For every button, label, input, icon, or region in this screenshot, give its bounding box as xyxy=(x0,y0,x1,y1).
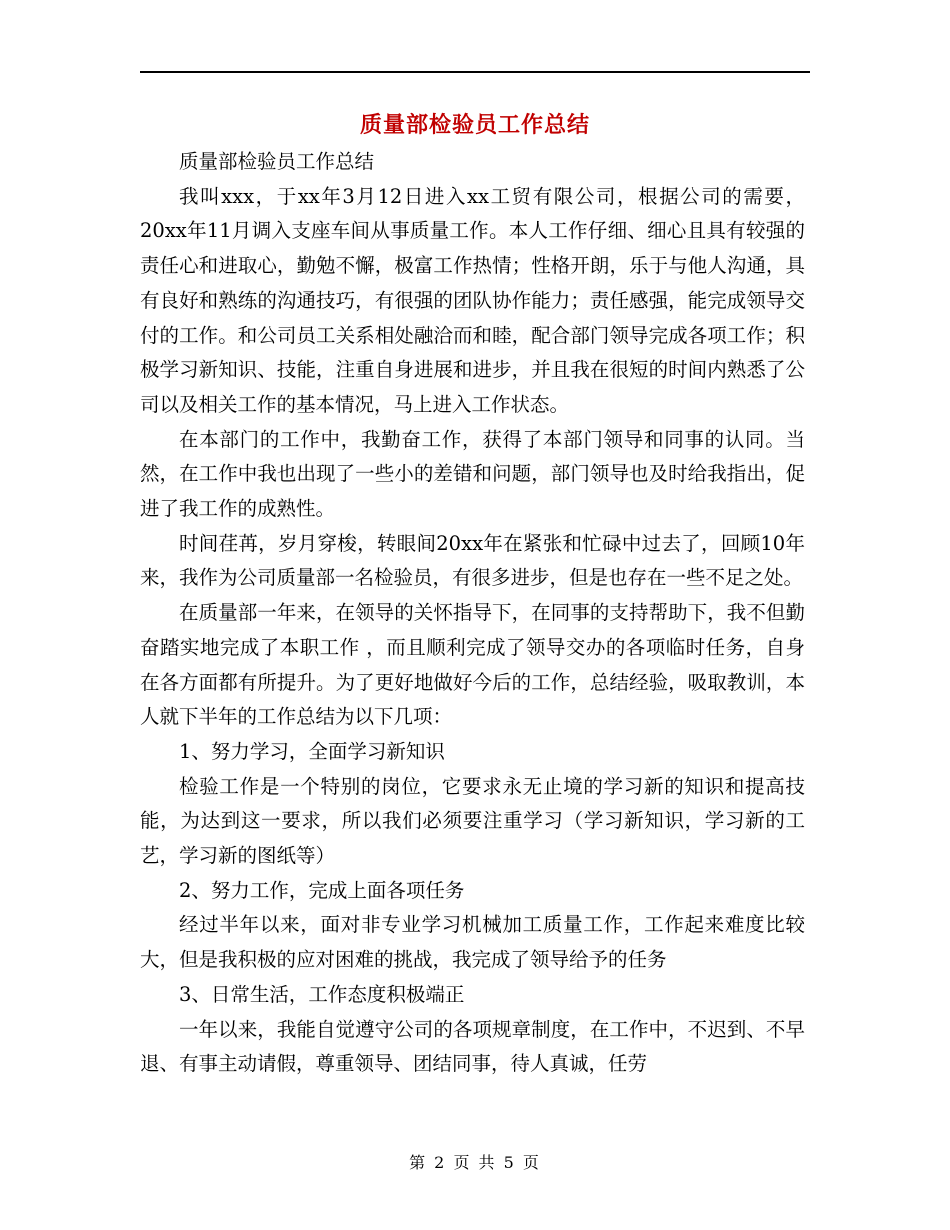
header-rule xyxy=(140,71,810,73)
document-title: 质量部检验员工作总结 xyxy=(359,112,590,138)
section-heading-work: 2、努力工作，完成上面各项任务 xyxy=(179,878,465,902)
page-number-footer: 第 2 页 共 5 页 xyxy=(409,1153,541,1172)
paragraph-subtitle: 质量部检验员工作总结 xyxy=(179,150,375,173)
paragraph-attitude: 一年以来，我能自觉遵守公司的各项规章制度，在工作中，不迟到、不早退、有事主动请假，尊重领导、团结同事，待人真诚，任劳 xyxy=(140,1017,805,1076)
paragraph-work: 经过半年以来，面对非专业学习机械加工质量工作，工作起来难度比较大，但是我积极的应对困难的挑战，我完成了领导给予的任务 xyxy=(140,913,805,972)
paragraph-department-work: 在本部门的工作中，我勤奋工作，获得了本部门领导和同事的认同。当然，在工作中我也出现了一些小的差错和问题，部门领导也及时给我指出，促进了我工作的成熟性。 xyxy=(140,427,805,521)
paragraph-introduction: 我叫xxx，于xx年3月12日进入xx工贸有限公司，根据公司的需要，20xx年11月调入支座车间从事质量工作。本人工作仔细、细心且具有较强的责任心和进取心，勤勉不懈，极富工作热情；性格开朗，乐于与他人沟通，具有良好和熟练的沟通技巧，有很强的团队协作能力；责任感强，能完成领导交付的工作。和公司员工关系相处融洽而和睦，配合部门领导完成各项工作；积极学习新知识、技能，注重自身进展和进步，并且我在很短的时间内熟悉了公司以及相关工作的基本情况，马上进入工作状态。 xyxy=(140,184,805,416)
paragraph-time-review: 时间荏苒，岁月穿梭，转眼间20xx年在紧张和忙碌中过去了，回顾10年来，我作为公司质量部一名检验员，有很多进步，但是也存在一些不足之处。 xyxy=(140,531,805,590)
paragraph-year-summary: 在质量部一年来，在领导的关怀指导下，在同事的支持帮助下，我不但勤奋踏实地完成了本职工作 ，而且顺利完成了领导交办的各项临时任务，自身在各方面都有所提升。为了更好地做好今后的工作，总结经验，吸取教训，本人就下半年的工作总结为以下几项： xyxy=(140,601,805,729)
section-heading-study: 1、努力学习，全面学习新知识 xyxy=(179,739,445,763)
paragraph-study: 检验工作是一个特别的岗位，它要求永无止境的学习新的知识和提高技能，为达到这一要求，所以我们必须要注重学习（学习新知识，学习新的工艺，学习新的图纸等） xyxy=(140,774,805,868)
section-heading-attitude: 3、日常生活，工作态度积极端正 xyxy=(179,982,465,1006)
document-body xyxy=(140,145,805,1082)
